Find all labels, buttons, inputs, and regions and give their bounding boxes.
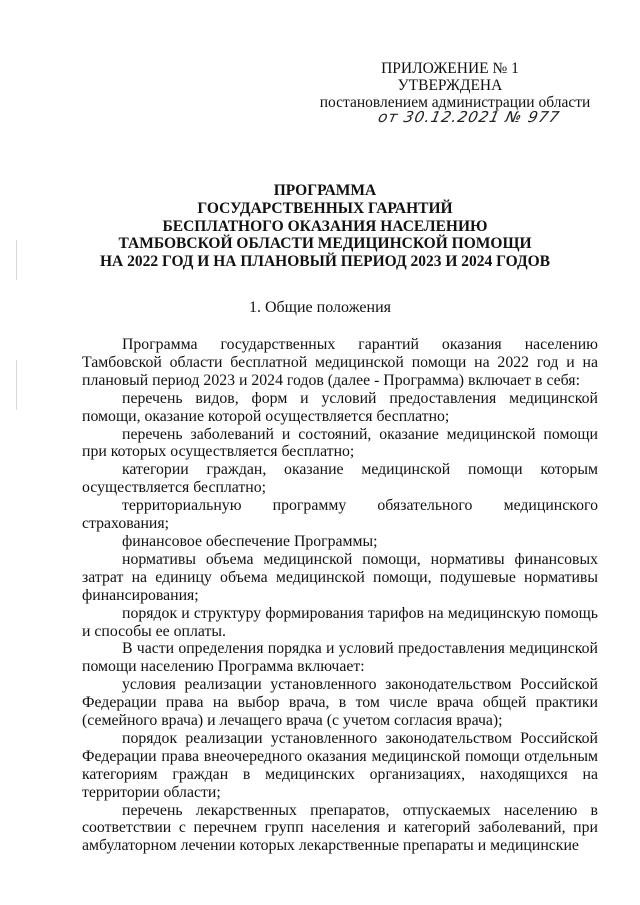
paragraph: порядок и структуру формирования тарифов на медицинскую помощь и способы ее оплаты. xyxy=(82,604,598,640)
title-line: БЕСПЛАТНОГО ОКАЗАНИЯ НАСЕЛЕНИЮ xyxy=(162,217,488,235)
paragraph: порядок реализации установленного законодательством Российской Федерации права внеочередного оказания медицинской помощи отдельным категориям граждан в медицинских организациях, находящихся на территории области; xyxy=(82,729,598,801)
title-line: ТАМБОВСКОЙ ОБЛАСТИ МЕДИЦИНСКОЙ ПОМОЩИ xyxy=(118,235,532,253)
title-line: ГОСУДАРСТВЕННЫХ ГАРАНТИЙ xyxy=(197,199,453,217)
paragraph: В части определения порядка и условий предоставления медицинской помощи населению Программа включает: xyxy=(82,640,598,676)
decree-label: постановлением администрации области xyxy=(319,94,591,111)
paragraph: перечень видов, форм и условий предоставления медицинской помощи, оказание которой осуществляется бесплатно; xyxy=(82,389,598,425)
approval-block xyxy=(300,60,600,126)
approved-label: УТВЕРЖДЕНА xyxy=(397,77,503,94)
paragraph: перечень лекарственных препаратов, отпускаемых населению в соответствии с перечнем групп населения и категорий заболеваний, при амбулаторном лечении которых лекарственные препараты и медицинские xyxy=(82,801,598,855)
handwritten-date: от 30.12.2021 № 977 xyxy=(376,108,562,126)
scan-edge-mark xyxy=(16,360,17,410)
paragraph: финансовое обеспечение Программы; xyxy=(122,532,378,550)
paragraph: категории граждан, оказание медицинской помощи которым осуществляется бесплатно; xyxy=(82,461,598,497)
title-line: ПРОГРАММА xyxy=(273,182,377,199)
appendix-label: ПРИЛОЖЕНИЕ № 1 xyxy=(381,60,519,77)
title-line: НА 2022 ГОД И НА ПЛАНОВЫЙ ПЕРИОД 2023 И 2024 ГОДОВ xyxy=(100,253,550,271)
paragraph: нормативы объема медицинской помощи, нормативы финансовых затрат на единицу объема медицинской помощи, подушевые нормативы финансирования; xyxy=(82,550,598,604)
scan-edge-mark xyxy=(16,240,17,280)
paragraph: территориальную программу обязательного медицинского страхования; xyxy=(82,497,598,533)
document-body xyxy=(82,336,598,855)
paragraph: Программа государственных гарантий оказания населению Тамбовской области бесплатной медицинской помощи на 2022 год и на плановый период 2023 и 2024 годов (далее - Программа) включает в себя: xyxy=(82,336,598,389)
document-title xyxy=(90,182,560,271)
section-heading: 1. Общие положения xyxy=(248,299,392,316)
paragraph: перечень заболеваний и состояний, оказание медицинской помощи при которых осуществляется бесплатно; xyxy=(82,425,598,461)
paragraph: условия реализации установленного законодательством Российской Федерации права на выбор врача, в том числе врача общей практики (семейного врача) и лечащего врача (с учетом согласия врача); xyxy=(82,676,598,730)
